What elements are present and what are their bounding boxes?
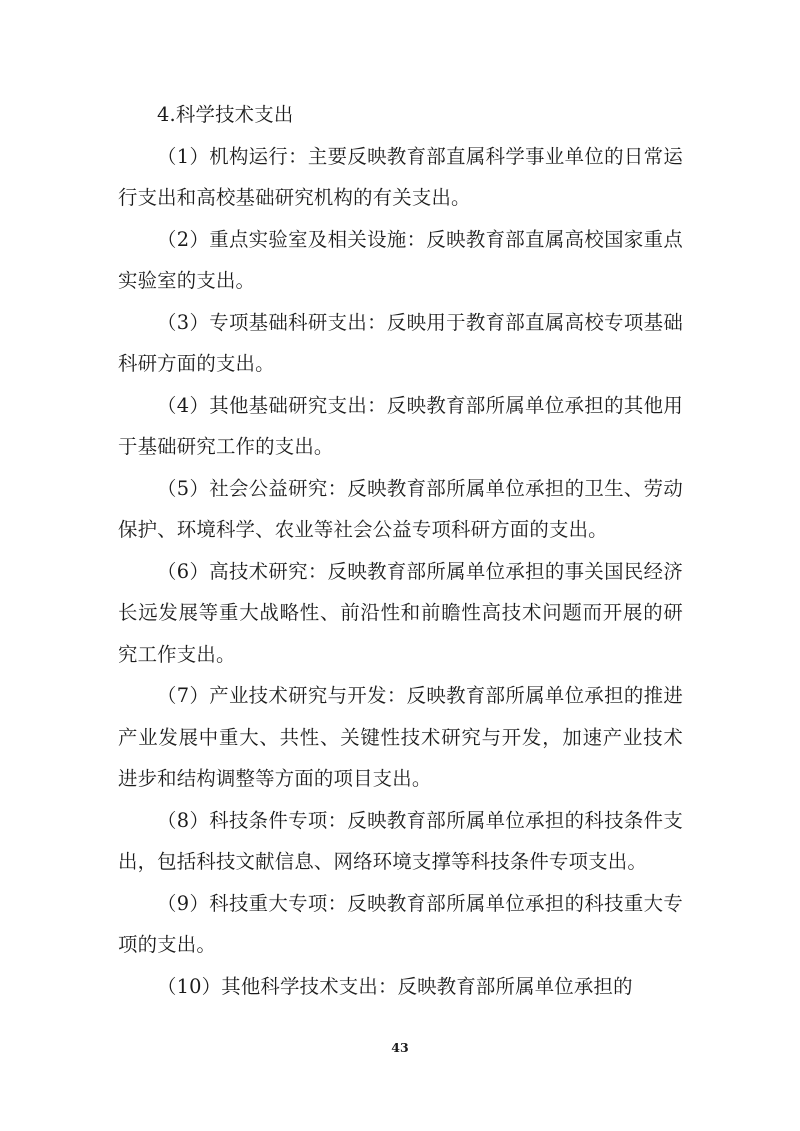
paragraph-heading: 4.科学技术支出 xyxy=(157,103,294,126)
document-body xyxy=(118,94,683,1007)
paragraph-item-5: （5）社会公益研究：反映教育部所属单位承担的卫生、劳动保护、环境科学、农业等社会公益专项科研方面的支出。 xyxy=(118,476,683,541)
paragraph-item-3: （3）专项基础科研支出：反映用于教育部直属高校专项基础科研方面的支出。 xyxy=(118,310,683,375)
paragraph-item-4: （4）其他基础研究支出：反映教育部所属单位承担的其他用于基础研究工作的支出。 xyxy=(118,393,683,458)
paragraph-item-2: （2）重点实验室及相关设施：反映教育部直属高校国家重点实验室的支出。 xyxy=(118,227,683,292)
paragraph-item-10: （10）其他科学技术支出：反映教育部所属单位承担的 xyxy=(157,974,633,998)
page-number: 43 xyxy=(391,1040,409,1055)
paragraph-item-6: （6）高技术研究：反映教育部所属单位承担的事关国民经济长远发展等重大战略性、前沿性和前瞻性高技术问题而开展的研究工作支出。 xyxy=(118,559,683,666)
paragraph-item-7: （7）产业技术研究与开发：反映教育部所属单位承担的推进产业发展中重大、共性、关键性技术研究与开发，加速产业技术进步和结构调整等方面的项目支出。 xyxy=(118,684,683,790)
paragraph-item-9: （9）科技重大专项：反映教育部所属单位承担的科技重大专项的支出。 xyxy=(118,891,683,956)
paragraph-item-8: （8）科技条件专项：反映教育部所属单位承担的科技条件支出，包括科技文献信息、网络环境支撑等科技条件专项支出。 xyxy=(118,808,683,873)
paragraph-item-1: （1）机构运行：主要反映教育部直属科学事业单位的日常运行支出和高校基础研究机构的有关支出。 xyxy=(118,144,683,209)
